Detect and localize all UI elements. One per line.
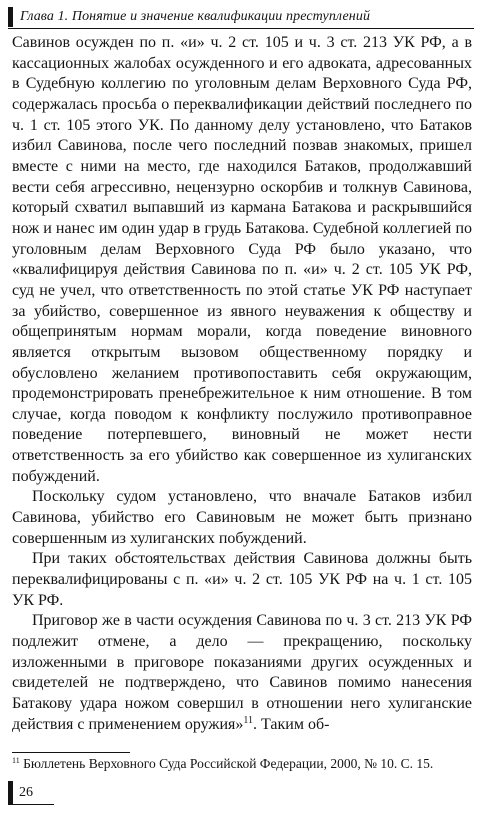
paragraph: Савинов осужден по п. «и» ч. 2 ст. 105 и ч. 3 ст. 213 УК РФ, а в кассационных жалобах осужденного и его адвоката, адресованных в Судебную коллегию по уголовным делам Верховного Суда РФ, содержалась просьба о переквалификации действий последнего по ч. 1 ст. 105 этого УК. По данному делу установлено, что Батаков избил Савинова, после чего последний позвав знакомых, пришел вместе с ними на место, где находился Батаков, продолжавший вести себя агрессивно, нецензурно оскорбив и толкнув Савинова, который схватил выпавший из кармана Батакова и раскрывшийся нож и нанес им один удар в грудь Батакова. Судебной коллегией по уголовным делам Верховного Суда РФ было указано, что «квалифицируя действия Савинова по п. «и» ч. 2 ст. 105 УК РФ, суд не учел, что ответственность по этой статье УК РФ наступает за убийство, совершенное из явного неуважения к обществу и общепринятым нормам морали, когда поведение виновного является открытым вызовом общественному порядку и обусловлено желанием противопоставить себя окружающим, продемонстрировать пренебрежительное к ним отношение. В том случае, когда поводом к конфликту послужило противоправное поведение потерпевшего, виновный не может нести ответственность за его убийство как совершенное из хулиганских побуждений. — [12, 34, 472, 485]
paragraph-last — [12, 611, 472, 735]
footnote-reference[interactable]: 11 — [243, 714, 254, 726]
footnote-text: Бюллетень Верховного Суда Российской Федерации, 2000, № 10. С. 15. — [23, 756, 434, 771]
footnote-rule — [12, 752, 130, 753]
chapter-title: Глава 1. Понятие и значение квалификации преступлений — [20, 9, 371, 24]
paragraph-text: Приговор же в части осуждения Савинова по ч. 3 ст. 213 УК РФ подлежит отмене, а дело — прекращению, поскольку изложенными в приговоре показаниями других осужденных и свидетелей не подтверждено, что Савинов помимо нанесения Батакову удара ножом совершил в отношении него хулиганские действия с применением оружия» — [12, 612, 472, 733]
main-text — [12, 33, 472, 735]
page-number: 26 — [19, 785, 33, 800]
paragraph-tail: . Таким об- — [253, 715, 330, 733]
running-header — [8, 7, 476, 27]
page-footer — [8, 781, 33, 805]
header-marker-bar — [8, 7, 13, 27]
footer-marker-bar — [8, 781, 13, 805]
paragraph: При таких обстоятельствах действия Савинова должны быть переквалифицированы с п. «и» ч. 2 ст. 105 УК РФ на ч. 1 ст. 105 УК РФ. — [12, 550, 472, 609]
footnote — [12, 756, 474, 772]
paragraph: Поскольку судом установлено, что вначале Батаков избил Савинова, убийство его Савиновым не может быть признано совершенным из хулиганских побуждений. — [12, 488, 472, 547]
header-rule — [8, 28, 474, 29]
footnote-marker: 11 — [12, 756, 20, 765]
footer-rule — [8, 804, 54, 805]
